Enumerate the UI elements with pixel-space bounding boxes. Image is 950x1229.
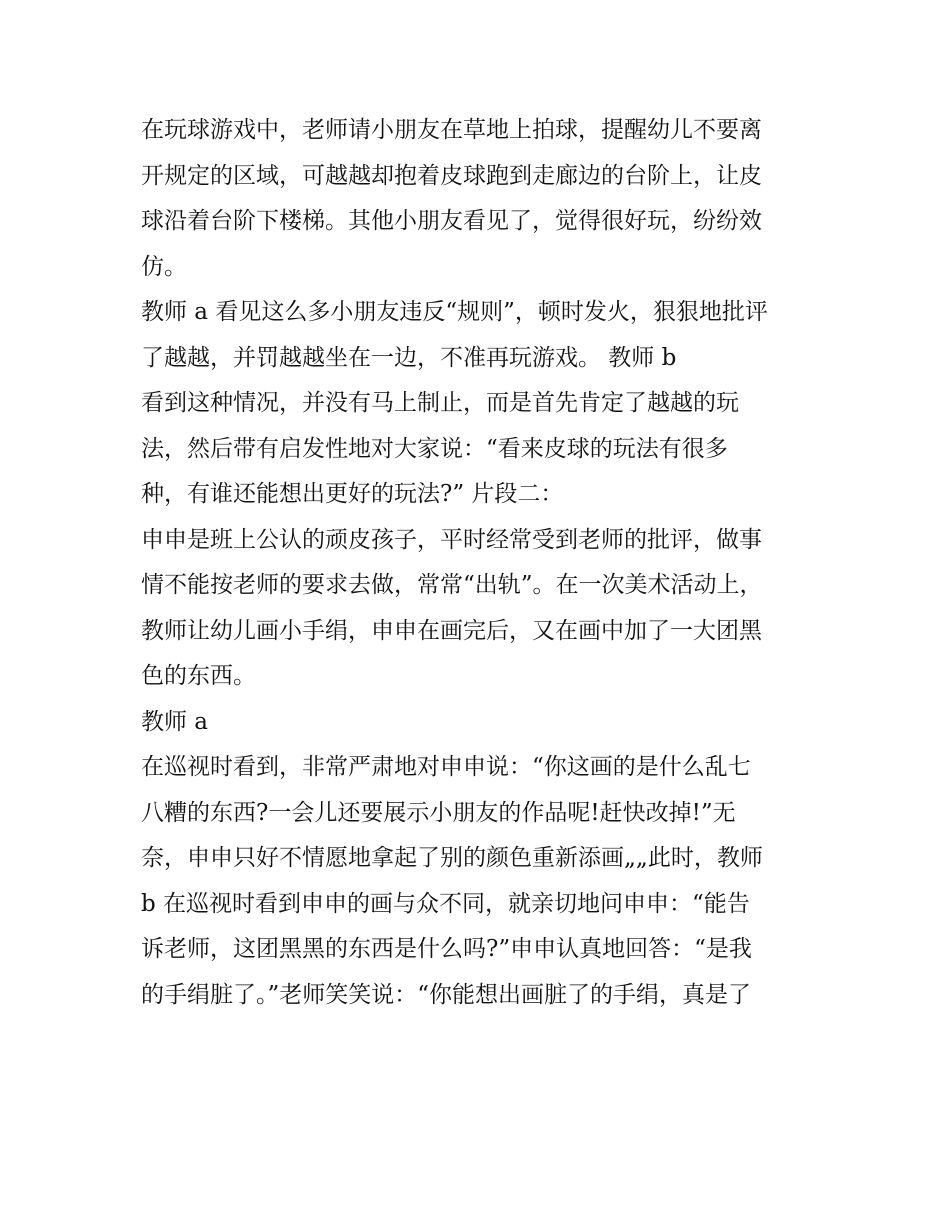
document-body (141, 108, 821, 1018)
text-line: 种，有谁还能想出更好的玩法?” 片段二： (141, 481, 564, 507)
text-line: 了越越，并罚越越坐在一边，不准再玩游戏。 教师 b (141, 344, 677, 371)
text-line: 诉老师，这团黑黑的东西是什么吗?”申申认真地回答：“是我 (141, 936, 752, 962)
text-line: 开规定的区域，可越越却抱着皮球跑到走廊边的台阶上，让皮 (141, 162, 762, 189)
text-line: 奈，申申只好不情愿地拿起了别的颜色重新添画„„此时，教师 (141, 845, 763, 871)
text-line: 色的东西。 (141, 663, 256, 689)
text-line: b 在巡视时看到申申的画与众不同，就亲切地问申申：“能告 (141, 890, 750, 917)
text-line: 仿。 (141, 253, 187, 280)
text-line: 教师 a 看见这么多小朋友违反“规则”，顿时发火，狠狠地批评 (141, 299, 768, 325)
text-line: 看到这种情况，并没有马上制止，而是首先肯定了越越的玩 (141, 390, 739, 416)
text-line: 情不能按老师的要求去做，常常“出轨”。在一次美术活动上， (141, 572, 763, 598)
text-line: 在巡视时看到，非常严肃地对申申说：“你这画的是什么乱七 (141, 754, 751, 780)
text-line: 球沿着台阶下楼梯。其他小朋友看见了，觉得很好玩，纷纷效 (141, 208, 762, 234)
text-line: 法，然后带有启发性地对大家说：“看来皮球的玩法有很多 (141, 435, 728, 462)
text-line: 八糟的东西?一会儿还要展示小朋友的作品呢!赶快改掉!”无 (141, 799, 736, 826)
text-line: 的手绢脏了。”老师笑笑说：“你能想出画脏了的手绢，真是了 (141, 981, 752, 1008)
text-line: 申申是班上公认的顽皮孩子，平时经常受到老师的批评，做事 (141, 526, 762, 553)
text-line: 教师让幼儿画小手绢，申申在画完后，又在画中加了一大团黑 (141, 617, 762, 644)
text-line: 教师 a (141, 708, 209, 735)
text-line: 在玩球游戏中，老师请小朋友在草地上拍球，提醒幼儿不要离 (141, 117, 762, 143)
